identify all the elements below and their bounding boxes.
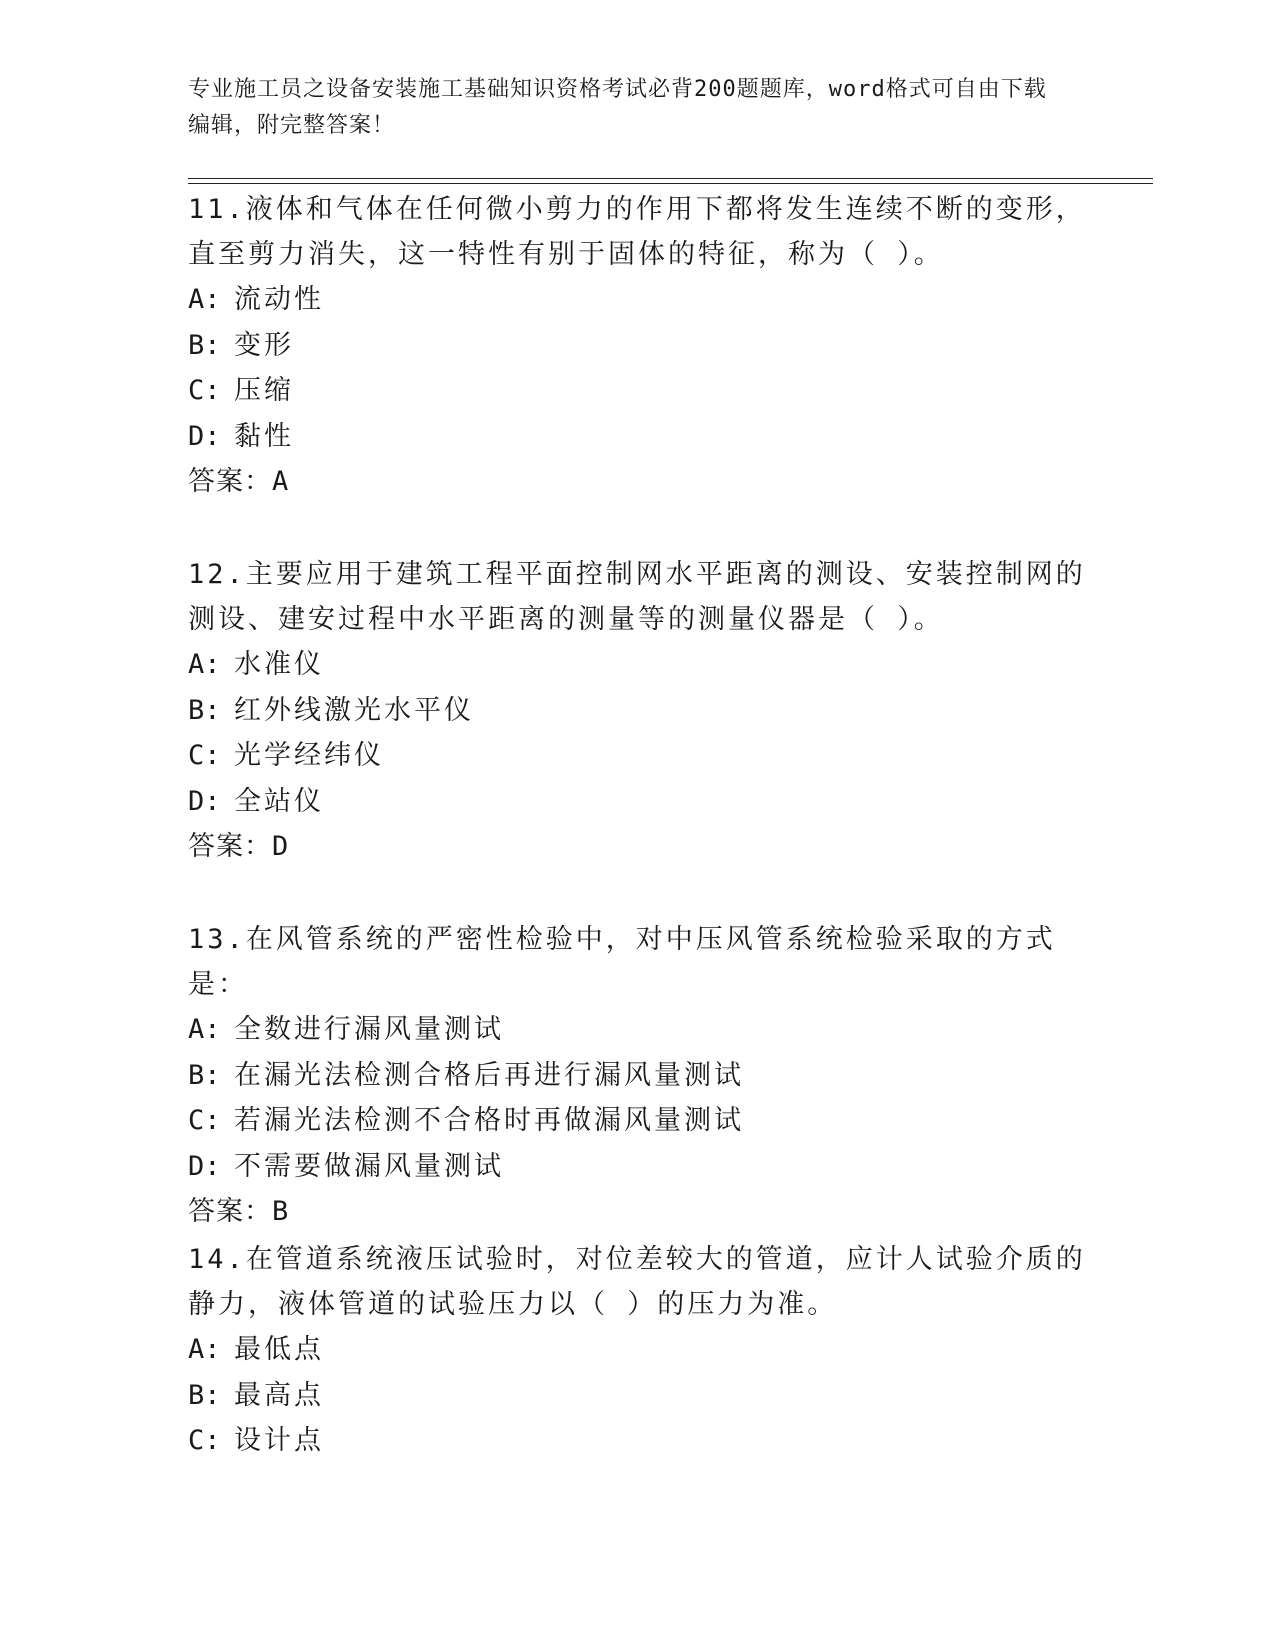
option-d — [188, 414, 1088, 460]
question-13 — [188, 917, 1088, 1234]
option-letter: C: — [188, 1425, 221, 1456]
option-d — [188, 1144, 1088, 1190]
option-letter: B: — [188, 1059, 221, 1091]
option-letter: C: — [188, 740, 221, 771]
answer-line: 答案：D — [188, 831, 290, 862]
option-text: 黏性 — [234, 420, 294, 452]
option-text: 变形 — [234, 329, 294, 361]
option-a — [188, 642, 1088, 688]
option-text: 不需要做漏风量测试 — [234, 1150, 504, 1182]
option-letter: C: — [188, 375, 221, 406]
option-b — [188, 1053, 1088, 1099]
option-letter: B: — [188, 329, 221, 361]
option-b — [188, 1373, 1088, 1419]
option-letter: B: — [188, 694, 221, 726]
option-text: 在漏光法检测合格后再进行漏风量测试 — [234, 1059, 744, 1091]
option-c — [188, 1418, 1088, 1464]
option-text: 流动性 — [234, 284, 324, 315]
option-letter: D: — [188, 785, 221, 817]
option-c — [188, 368, 1088, 414]
option-c — [188, 1098, 1088, 1144]
question-stem: 11.液体和气体在任何微小剪力的作用下都将发生连续不断的变形，直至剪力消失，这一特性有别于固体的特征，称为（ ）。 — [188, 194, 1086, 270]
option-text: 最低点 — [234, 1334, 324, 1365]
option-b — [188, 323, 1088, 369]
option-text: 最高点 — [234, 1379, 324, 1411]
option-letter: A: — [188, 1334, 221, 1365]
option-letter: A: — [188, 649, 221, 680]
option-text: 若漏光法检测不合格时再做漏风量测试 — [234, 1105, 744, 1136]
answer-line: 答案：A — [188, 466, 290, 497]
option-letter: C: — [188, 1105, 221, 1136]
option-letter: A: — [188, 1014, 221, 1045]
question-stem: 13.在风管系统的严密性检验中，对中压风管系统检验采取的方式是： — [188, 924, 1056, 1000]
option-a — [188, 1327, 1088, 1373]
option-text: 红外线激光水平仪 — [234, 694, 474, 726]
header-divider-bottom — [188, 183, 1153, 184]
option-text: 光学经纬仪 — [234, 740, 384, 771]
question-stem: 14.在管道系统液压试验时，对位差较大的管道，应计人试验介质的静力，液体管道的试验压力以（ ）的压力为准。 — [188, 1244, 1086, 1320]
option-c — [188, 733, 1088, 779]
header-divider-top — [188, 178, 1153, 179]
option-text: 全站仪 — [234, 785, 324, 817]
option-text: 设计点 — [234, 1425, 324, 1456]
option-text: 水准仪 — [234, 649, 324, 680]
question-14 — [188, 1237, 1088, 1464]
option-text: 全数进行漏风量测试 — [234, 1014, 504, 1045]
option-a — [188, 1007, 1088, 1053]
document-header: 专业施工员之设备安装施工基础知识资格考试必背200题题库，word格式可自由下载编辑，附完整答案！ — [188, 77, 1047, 138]
option-letter: D: — [188, 420, 221, 452]
question-11 — [188, 187, 1088, 504]
answer-line: 答案：B — [188, 1196, 290, 1227]
question-stem: 12.主要应用于建筑工程平面控制网水平距离的测设、安装控制网的测设、建安过程中水平距离的测量等的测量仪器是（ ）。 — [188, 559, 1086, 635]
question-12 — [188, 552, 1088, 869]
option-text: 压缩 — [234, 375, 294, 406]
option-a — [188, 277, 1088, 323]
option-letter: A: — [188, 284, 221, 315]
option-letter: B: — [188, 1379, 221, 1411]
option-b — [188, 688, 1088, 734]
option-letter: D: — [188, 1150, 221, 1182]
option-d — [188, 779, 1088, 825]
